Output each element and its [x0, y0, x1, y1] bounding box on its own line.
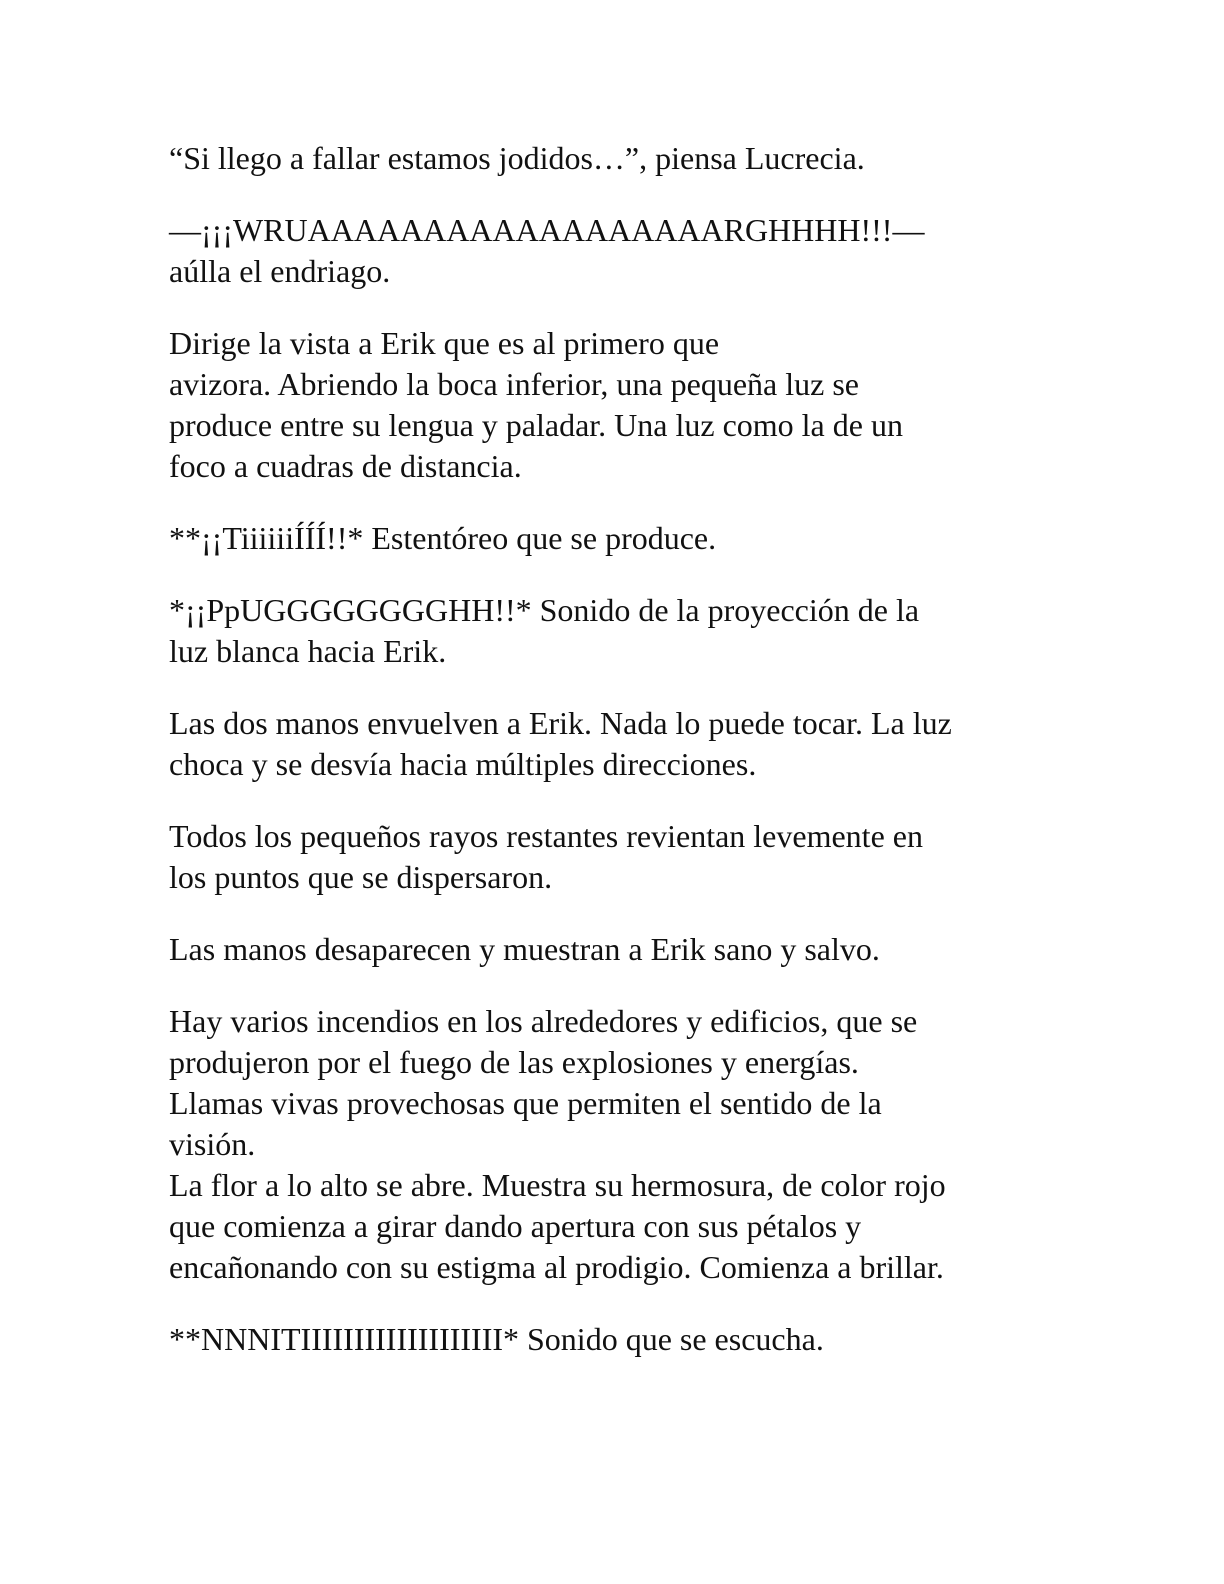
text-line: Las dos manos envuelven a Erik. Nada lo puede tocar. La luz: [169, 705, 952, 741]
text-line: visión.: [169, 1126, 256, 1162]
text-line: *¡¡PpUGGGGGGGGHH!!* Sonido de la proyección de la: [169, 592, 920, 628]
text-line: “Si llego a fallar estamos jodidos…”, piensa Lucrecia.: [169, 140, 865, 176]
paragraph: [169, 210, 1069, 292]
paragraph: [169, 703, 1069, 785]
paragraph: [169, 590, 1069, 672]
text-line: aúlla el endriago.: [169, 253, 391, 289]
text-line: **¡¡TiiiiiiÍÍÍ!!* Estentóreo que se produce.: [169, 520, 717, 556]
paragraph: [169, 1001, 1069, 1288]
text-line: avizora. Abriendo la boca inferior, una pequeña luz se: [169, 366, 859, 402]
paragraph: [169, 816, 1069, 898]
text-line: choca y se desvía hacia múltiples direcciones.: [169, 746, 757, 782]
text-line: Llamas vivas provechosas que permiten el sentido de la: [169, 1085, 882, 1121]
paragraph: [169, 929, 1069, 970]
text-line: produjeron por el fuego de las explosiones y energías.: [169, 1044, 859, 1080]
text-line: Dirige la vista a Erik que es al primero que: [169, 325, 720, 361]
paragraph: [169, 518, 1069, 559]
text-line: produce entre su lengua y paladar. Una luz como la de un: [169, 407, 903, 443]
text-line: encañonando con su estigma al prodigio. Comienza a brillar.: [169, 1249, 944, 1285]
paragraph: [169, 1319, 1069, 1360]
text-line: foco a cuadras de distancia.: [169, 448, 522, 484]
text-line: Las manos desaparecen y muestran a Erik sano y salvo.: [169, 931, 880, 967]
paragraph: [169, 323, 1069, 487]
text-line: Hay varios incendios en los alrededores y edificios, que se: [169, 1003, 918, 1039]
text-line: **NNNITIIIIIIIIIIIIIIIIIII* Sonido que se escucha.: [169, 1321, 824, 1357]
text-line: Todos los pequeños rayos restantes revientan levemente en: [169, 818, 923, 854]
text-line: que comienza a girar dando apertura con sus pétalos y: [169, 1208, 862, 1244]
paragraph: [169, 138, 1069, 179]
document-page: [169, 138, 1069, 1360]
text-line: La flor a lo alto se abre. Muestra su hermosura, de color rojo: [169, 1167, 946, 1203]
text-line: luz blanca hacia Erik.: [169, 633, 447, 669]
text-line: —¡¡¡WRUAAAAAAAAAAAAAAAAAARGHHHH!!!—: [169, 212, 925, 248]
text-line: los puntos que se dispersaron.: [169, 859, 553, 895]
